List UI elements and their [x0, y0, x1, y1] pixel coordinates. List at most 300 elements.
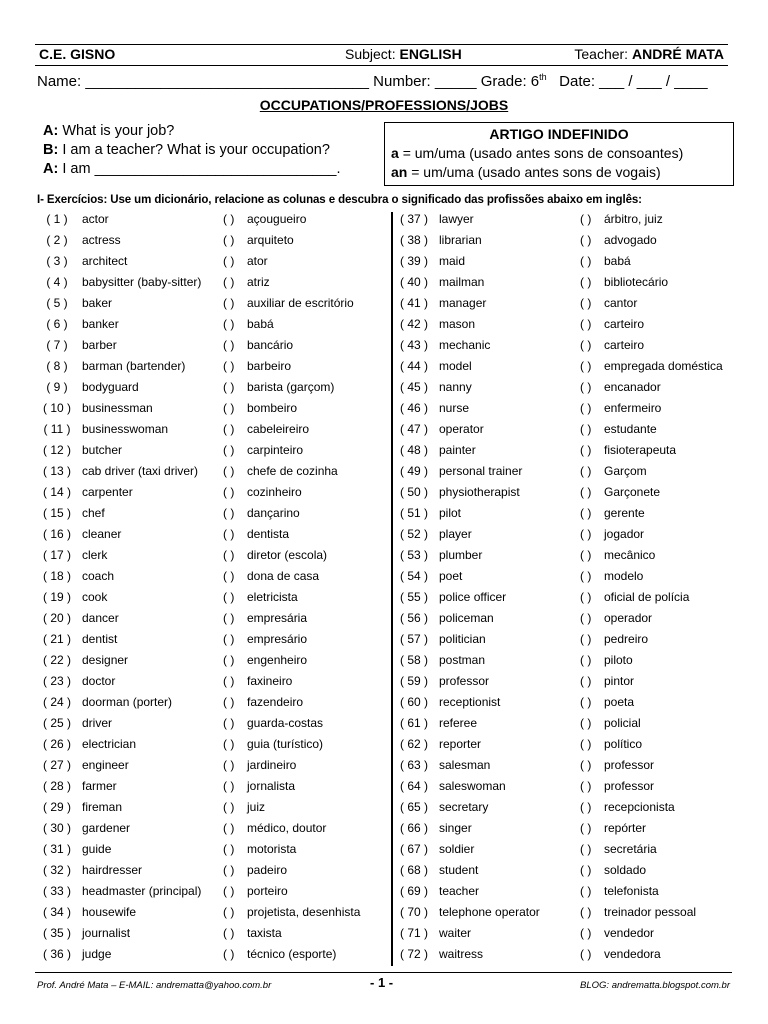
- answer-blank[interactable]: ( ): [580, 905, 592, 919]
- answer-blank[interactable]: ( ): [580, 779, 592, 793]
- item-number: ( 34 ): [42, 905, 71, 919]
- answer-blank[interactable]: ( ): [223, 800, 235, 814]
- portuguese-word: carteiro: [604, 317, 645, 331]
- exercise-row: [37, 818, 382, 839]
- exercise-row: [37, 944, 382, 965]
- item-number: ( 44 ): [399, 359, 428, 373]
- article-line: [385, 144, 733, 163]
- item-number: ( 72 ): [399, 947, 428, 961]
- english-word: engineer: [82, 758, 129, 772]
- grade-sup: th: [539, 72, 547, 82]
- portuguese-word: mecânico: [604, 548, 656, 562]
- portuguese-word: secretária: [604, 842, 657, 856]
- portuguese-word: dona de casa: [247, 569, 320, 583]
- exercise-row: [37, 335, 382, 356]
- english-word: poet: [439, 569, 463, 583]
- english-word: gardener: [82, 821, 131, 835]
- portuguese-word: juiz: [247, 800, 266, 814]
- english-word: referee: [439, 716, 478, 730]
- exercise-row: [37, 650, 382, 671]
- exercise-row: [37, 629, 382, 650]
- item-number: ( 70 ): [399, 905, 428, 919]
- answer-blank[interactable]: ( ): [223, 359, 235, 373]
- header-bar: [35, 44, 728, 66]
- item-number: ( 65 ): [399, 800, 428, 814]
- dialog-text: I am a teacher? What is your occupation?: [62, 142, 330, 158]
- item-number: ( 66 ): [399, 821, 428, 835]
- answer-blank[interactable]: ( ): [223, 674, 235, 688]
- answer-blank[interactable]: ( ): [223, 653, 235, 667]
- exercise-row: [394, 230, 739, 251]
- item-number: ( 21 ): [42, 632, 71, 646]
- item-number: ( 33 ): [42, 884, 71, 898]
- exercise-row: [37, 608, 382, 629]
- answer-blank[interactable]: ( ): [580, 947, 592, 961]
- answer-blank[interactable]: ( ): [580, 737, 592, 751]
- english-word: doorman (porter): [82, 695, 173, 709]
- answer-blank[interactable]: ( ): [580, 464, 592, 478]
- answer-blank[interactable]: ( ): [580, 926, 592, 940]
- answer-blank[interactable]: ( ): [580, 548, 592, 562]
- portuguese-word: barista (garçom): [247, 380, 335, 394]
- portuguese-word: fazendeiro: [247, 695, 304, 709]
- grade-label: Grade: 6: [480, 73, 540, 90]
- subject: [345, 45, 462, 64]
- english-word: librarian: [439, 233, 482, 247]
- exercise-row: [37, 251, 382, 272]
- exercise-row: [394, 524, 739, 545]
- english-word: judge: [82, 947, 112, 961]
- portuguese-word: cantor: [604, 296, 638, 310]
- page-title: OCCUPATIONS/PROFESSIONS/JOBS: [259, 97, 509, 113]
- answer-blank[interactable]: ( ): [223, 590, 235, 604]
- item-number: ( 2 ): [46, 233, 68, 247]
- english-word: nurse: [439, 401, 470, 415]
- item-number: ( 46 ): [399, 401, 428, 415]
- portuguese-word: taxista: [247, 926, 282, 940]
- student-info-line: [37, 72, 708, 90]
- answer-blank[interactable]: ( ): [223, 905, 235, 919]
- portuguese-word: pintor: [604, 674, 635, 688]
- answer-blank[interactable]: ( ): [580, 695, 592, 709]
- answer-blank[interactable]: ( ): [223, 821, 235, 835]
- english-word: hairdresser: [82, 863, 143, 877]
- english-word: housewife: [82, 905, 137, 919]
- article: a: [391, 145, 399, 161]
- answer-blank[interactable]: ( ): [580, 401, 592, 415]
- portuguese-word: engenheiro: [247, 653, 308, 667]
- answer-blank[interactable]: ( ): [580, 758, 592, 772]
- answer-blank[interactable]: ( ): [223, 317, 235, 331]
- exercise-row: [37, 776, 382, 797]
- item-number: ( 39 ): [399, 254, 428, 268]
- exercise-row: [394, 251, 739, 272]
- portuguese-word: eletricista: [247, 590, 298, 604]
- answer-blank[interactable]: ( ): [223, 485, 235, 499]
- portuguese-word: árbitro, juiz: [604, 212, 663, 226]
- answer-blank[interactable]: ( ): [223, 548, 235, 562]
- answer-blank[interactable]: ( ): [580, 485, 592, 499]
- answer-blank[interactable]: ( ): [580, 359, 592, 373]
- portuguese-word: vendedor: [604, 926, 655, 940]
- item-number: ( 32 ): [42, 863, 71, 877]
- item-number: ( 15 ): [42, 506, 71, 520]
- answer-blank[interactable]: ( ): [580, 527, 592, 541]
- item-number: ( 9 ): [46, 380, 68, 394]
- exercise-row: [37, 398, 382, 419]
- exercise-row: [37, 419, 382, 440]
- dialog-text: What is your job?: [62, 123, 175, 139]
- grade-field: [481, 73, 547, 90]
- english-word: mailman: [439, 275, 485, 289]
- answer-blank[interactable]: ( ): [580, 653, 592, 667]
- exercise-row: [37, 461, 382, 482]
- item-number: ( 22 ): [42, 653, 71, 667]
- portuguese-word: poeta: [604, 695, 635, 709]
- exercise-row: [394, 377, 739, 398]
- answer-blank[interactable]: ( ): [580, 233, 592, 247]
- answer-blank[interactable]: ( ): [223, 443, 235, 457]
- answer-blank[interactable]: ( ): [223, 779, 235, 793]
- portuguese-word: professor: [604, 779, 655, 793]
- exercise-row: [37, 839, 382, 860]
- item-number: ( 64 ): [399, 779, 428, 793]
- subject-value: ENGLISH: [399, 46, 462, 62]
- english-word: designer: [82, 653, 129, 667]
- english-word: barber: [82, 338, 117, 352]
- exercise-row: [394, 839, 739, 860]
- answer-blank[interactable]: ( ): [580, 569, 592, 583]
- item-number: ( 14 ): [42, 485, 71, 499]
- item-number: ( 6 ): [46, 317, 68, 331]
- answer-blank[interactable]: ( ): [223, 296, 235, 310]
- item-number: ( 42 ): [399, 317, 428, 331]
- portuguese-word: técnico (esporte): [247, 947, 337, 961]
- teacher: [574, 45, 724, 64]
- portuguese-word: projetista, desenhista: [247, 905, 361, 919]
- dialog-line: [43, 160, 341, 179]
- portuguese-word: carteiro: [604, 338, 645, 352]
- english-word: chef: [82, 506, 105, 520]
- english-word: doctor: [82, 674, 116, 688]
- portuguese-word: piloto: [604, 653, 633, 667]
- exercise-row: [394, 692, 739, 713]
- answer-blank[interactable]: ( ): [223, 569, 235, 583]
- portuguese-word: jornalista: [247, 779, 296, 793]
- english-word: mason: [439, 317, 476, 331]
- item-number: ( 43 ): [399, 338, 428, 352]
- exercise-row: [394, 755, 739, 776]
- exercise-row: [37, 671, 382, 692]
- english-word: professor: [439, 674, 490, 688]
- english-word: model: [439, 359, 472, 373]
- portuguese-word: babá: [247, 317, 274, 331]
- teacher-value: ANDRÉ MATA: [631, 46, 724, 62]
- answer-blank[interactable]: ( ): [223, 632, 235, 646]
- answer-blank[interactable]: ( ): [223, 926, 235, 940]
- exercise-row: [394, 944, 739, 965]
- english-word: farmer: [82, 779, 117, 793]
- teacher-label: Teacher:: [574, 46, 629, 62]
- english-word: guide: [82, 842, 112, 856]
- item-number: ( 35 ): [42, 926, 71, 940]
- exercise-row: [394, 314, 739, 335]
- item-number: ( 63 ): [399, 758, 428, 772]
- exercise-row: [394, 818, 739, 839]
- exercise-row: [394, 902, 739, 923]
- article-line: [385, 163, 733, 182]
- answer-blank[interactable]: ( ): [580, 842, 592, 856]
- item-number: ( 50 ): [399, 485, 428, 499]
- english-word: mechanic: [439, 338, 491, 352]
- article-box: [384, 122, 734, 186]
- item-number: ( 26 ): [42, 737, 71, 751]
- exercise-row: [394, 440, 739, 461]
- item-number: ( 20 ): [42, 611, 71, 625]
- portuguese-word: modelo: [604, 569, 644, 583]
- answer-blank[interactable]: ( ): [580, 590, 592, 604]
- answer-blank[interactable]: ( ): [580, 443, 592, 457]
- english-word: barman (bartender): [82, 359, 186, 373]
- english-word: coach: [82, 569, 115, 583]
- portuguese-word: diretor (escola): [247, 548, 328, 562]
- item-number: ( 56 ): [399, 611, 428, 625]
- answer-blank[interactable]: ( ): [223, 275, 235, 289]
- answer-blank[interactable]: ( ): [223, 212, 235, 226]
- portuguese-word: repórter: [604, 821, 647, 835]
- answer-blank[interactable]: ( ): [223, 947, 235, 961]
- portuguese-word: bombeiro: [247, 401, 298, 415]
- speaker: B:: [43, 142, 59, 158]
- english-word: waitress: [439, 947, 484, 961]
- answer-blank[interactable]: ( ): [223, 695, 235, 709]
- english-word: businesswoman: [82, 422, 169, 436]
- item-number: ( 3 ): [46, 254, 68, 268]
- english-word: postman: [439, 653, 486, 667]
- portuguese-word: empregada doméstica: [604, 359, 723, 373]
- number-field: Number: _____: [373, 73, 477, 90]
- portuguese-word: arquiteto: [247, 233, 294, 247]
- answer-blank[interactable]: ( ): [223, 254, 235, 268]
- portuguese-word: Garçonete: [604, 485, 661, 499]
- subject-label: Subject:: [345, 46, 396, 62]
- exercise-row: [37, 314, 382, 335]
- english-word: cook: [82, 590, 108, 604]
- portuguese-word: empresário: [247, 632, 308, 646]
- item-number: ( 7 ): [46, 338, 68, 352]
- answer-blank[interactable]: ( ): [580, 254, 592, 268]
- portuguese-word: faxineiro: [247, 674, 293, 688]
- portuguese-word: auxiliar de escritório: [247, 296, 354, 310]
- item-number: ( 12 ): [42, 443, 71, 457]
- answer-blank[interactable]: ( ): [223, 338, 235, 352]
- portuguese-word: guia (turístico): [247, 737, 324, 751]
- exercise-row: [37, 293, 382, 314]
- english-word: student: [439, 863, 479, 877]
- answer-blank[interactable]: ( ): [580, 296, 592, 310]
- item-number: ( 13 ): [42, 464, 71, 478]
- answer-blank[interactable]: ( ): [223, 233, 235, 247]
- item-number: ( 53 ): [399, 548, 428, 562]
- english-word: cab driver (taxi driver): [82, 464, 199, 478]
- portuguese-word: empresária: [247, 611, 308, 625]
- exercise-row: [394, 923, 739, 944]
- item-number: ( 45 ): [399, 380, 428, 394]
- exercise-row: [37, 923, 382, 944]
- item-number: ( 25 ): [42, 716, 71, 730]
- exercise-row: [37, 797, 382, 818]
- exercise-row: [37, 755, 382, 776]
- exercise-row: [394, 797, 739, 818]
- item-number: ( 41 ): [399, 296, 428, 310]
- item-number: ( 27 ): [42, 758, 71, 772]
- answer-blank[interactable]: ( ): [223, 464, 235, 478]
- english-word: plumber: [439, 548, 483, 562]
- exercise-row: [394, 881, 739, 902]
- exercise-row: [37, 440, 382, 461]
- page-number: - 1 -: [370, 975, 394, 990]
- article-desc: = um/uma (usado antes sons de consoantes): [402, 145, 684, 161]
- english-word: lawyer: [439, 212, 474, 226]
- item-number: ( 40 ): [399, 275, 428, 289]
- portuguese-word: telefonista: [604, 884, 659, 898]
- english-word: clerk: [82, 548, 108, 562]
- footer-rule: [35, 972, 732, 973]
- answer-blank[interactable]: ( ): [580, 506, 592, 520]
- english-word: politician: [439, 632, 486, 646]
- portuguese-word: chefe de cozinha: [247, 464, 338, 478]
- answer-blank[interactable]: ( ): [580, 317, 592, 331]
- english-word: nanny: [439, 380, 472, 394]
- exercise-row: [394, 293, 739, 314]
- portuguese-word: dentista: [247, 527, 290, 541]
- exercise-row: [394, 566, 739, 587]
- answer-blank[interactable]: ( ): [223, 611, 235, 625]
- exercise-row: [394, 461, 739, 482]
- english-word: businessman: [82, 401, 153, 415]
- exercise-row: [394, 398, 739, 419]
- item-number: ( 16 ): [42, 527, 71, 541]
- exercise-row: [37, 503, 382, 524]
- portuguese-word: vendedora: [604, 947, 661, 961]
- english-word: painter: [439, 443, 476, 457]
- answer-blank[interactable]: ( ): [580, 338, 592, 352]
- answer-blank[interactable]: ( ): [223, 716, 235, 730]
- exercise-row: [394, 650, 739, 671]
- english-word: driver: [82, 716, 113, 730]
- english-word: receptionist: [439, 695, 501, 709]
- portuguese-word: advogado: [604, 233, 657, 247]
- item-number: ( 60 ): [399, 695, 428, 709]
- answer-blank[interactable]: ( ): [223, 380, 235, 394]
- english-word: salesman: [439, 758, 491, 772]
- english-word: teacher: [439, 884, 480, 898]
- portuguese-word: jardineiro: [247, 758, 297, 772]
- exercise-row: [394, 713, 739, 734]
- answer-blank[interactable]: ( ): [223, 737, 235, 751]
- answer-blank[interactable]: ( ): [580, 821, 592, 835]
- exercise-row: [394, 860, 739, 881]
- exercise-row: [394, 629, 739, 650]
- answer-blank[interactable]: ( ): [223, 863, 235, 877]
- portuguese-word: cabeleireiro: [247, 422, 310, 436]
- portuguese-word: recepcionista: [604, 800, 675, 814]
- answer-blank[interactable]: ( ): [580, 380, 592, 394]
- answer-blank[interactable]: ( ): [580, 275, 592, 289]
- english-word: cleaner: [82, 527, 122, 541]
- article: an: [391, 164, 408, 180]
- item-number: ( 52 ): [399, 527, 428, 541]
- exercise-columns: [0, 209, 768, 967]
- portuguese-word: carpinteiro: [247, 443, 304, 457]
- exercise-row: [37, 713, 382, 734]
- portuguese-word: ator: [247, 254, 268, 268]
- english-word: soldier: [439, 842, 475, 856]
- portuguese-word: cozinheiro: [247, 485, 302, 499]
- exercise-row: [37, 524, 382, 545]
- english-word: pilot: [439, 506, 462, 520]
- answer-blank[interactable]: ( ): [580, 632, 592, 646]
- item-number: ( 54 ): [399, 569, 428, 583]
- english-word: telephone operator: [439, 905, 540, 919]
- portuguese-word: enfermeiro: [604, 401, 662, 415]
- dialog-text: I am ______________________________.: [62, 161, 341, 177]
- answer-blank[interactable]: ( ): [580, 611, 592, 625]
- portuguese-word: porteiro: [247, 884, 288, 898]
- item-number: ( 47 ): [399, 422, 428, 436]
- exercise-row: [37, 566, 382, 587]
- answer-blank[interactable]: ( ): [223, 884, 235, 898]
- item-number: ( 28 ): [42, 779, 71, 793]
- answer-blank[interactable]: ( ): [223, 401, 235, 415]
- exercise-row: [394, 356, 739, 377]
- item-number: ( 67 ): [399, 842, 428, 856]
- dialog-line: [43, 122, 341, 141]
- portuguese-word: pedreiro: [604, 632, 649, 646]
- exercise-row: [394, 734, 739, 755]
- answer-blank[interactable]: ( ): [580, 674, 592, 688]
- portuguese-word: bancário: [247, 338, 294, 352]
- answer-blank[interactable]: ( ): [580, 212, 592, 226]
- answer-blank[interactable]: ( ): [223, 506, 235, 520]
- exercise-row: [394, 671, 739, 692]
- english-word: police officer: [439, 590, 507, 604]
- answer-blank[interactable]: ( ): [223, 842, 235, 856]
- column-divider: [391, 212, 393, 966]
- exercise-row: [37, 692, 382, 713]
- english-word: actress: [82, 233, 121, 247]
- answer-blank[interactable]: ( ): [223, 758, 235, 772]
- portuguese-word: operador: [604, 611, 653, 625]
- item-number: ( 71 ): [399, 926, 428, 940]
- school-name: C.E. GISNO: [39, 46, 116, 62]
- answer-blank[interactable]: ( ): [223, 527, 235, 541]
- exercise-row: [37, 545, 382, 566]
- portuguese-word: babá: [604, 254, 631, 268]
- english-word: banker: [82, 317, 119, 331]
- exercise-row: [37, 230, 382, 251]
- answer-blank[interactable]: ( ): [580, 884, 592, 898]
- answer-blank[interactable]: ( ): [580, 422, 592, 436]
- answer-blank[interactable]: ( ): [580, 863, 592, 877]
- answer-blank[interactable]: ( ): [223, 422, 235, 436]
- exercise-row: [394, 209, 739, 230]
- item-number: ( 61 ): [399, 716, 428, 730]
- exercise-row: [394, 335, 739, 356]
- english-word: journalist: [82, 926, 131, 940]
- answer-blank[interactable]: ( ): [580, 716, 592, 730]
- answer-blank[interactable]: ( ): [580, 800, 592, 814]
